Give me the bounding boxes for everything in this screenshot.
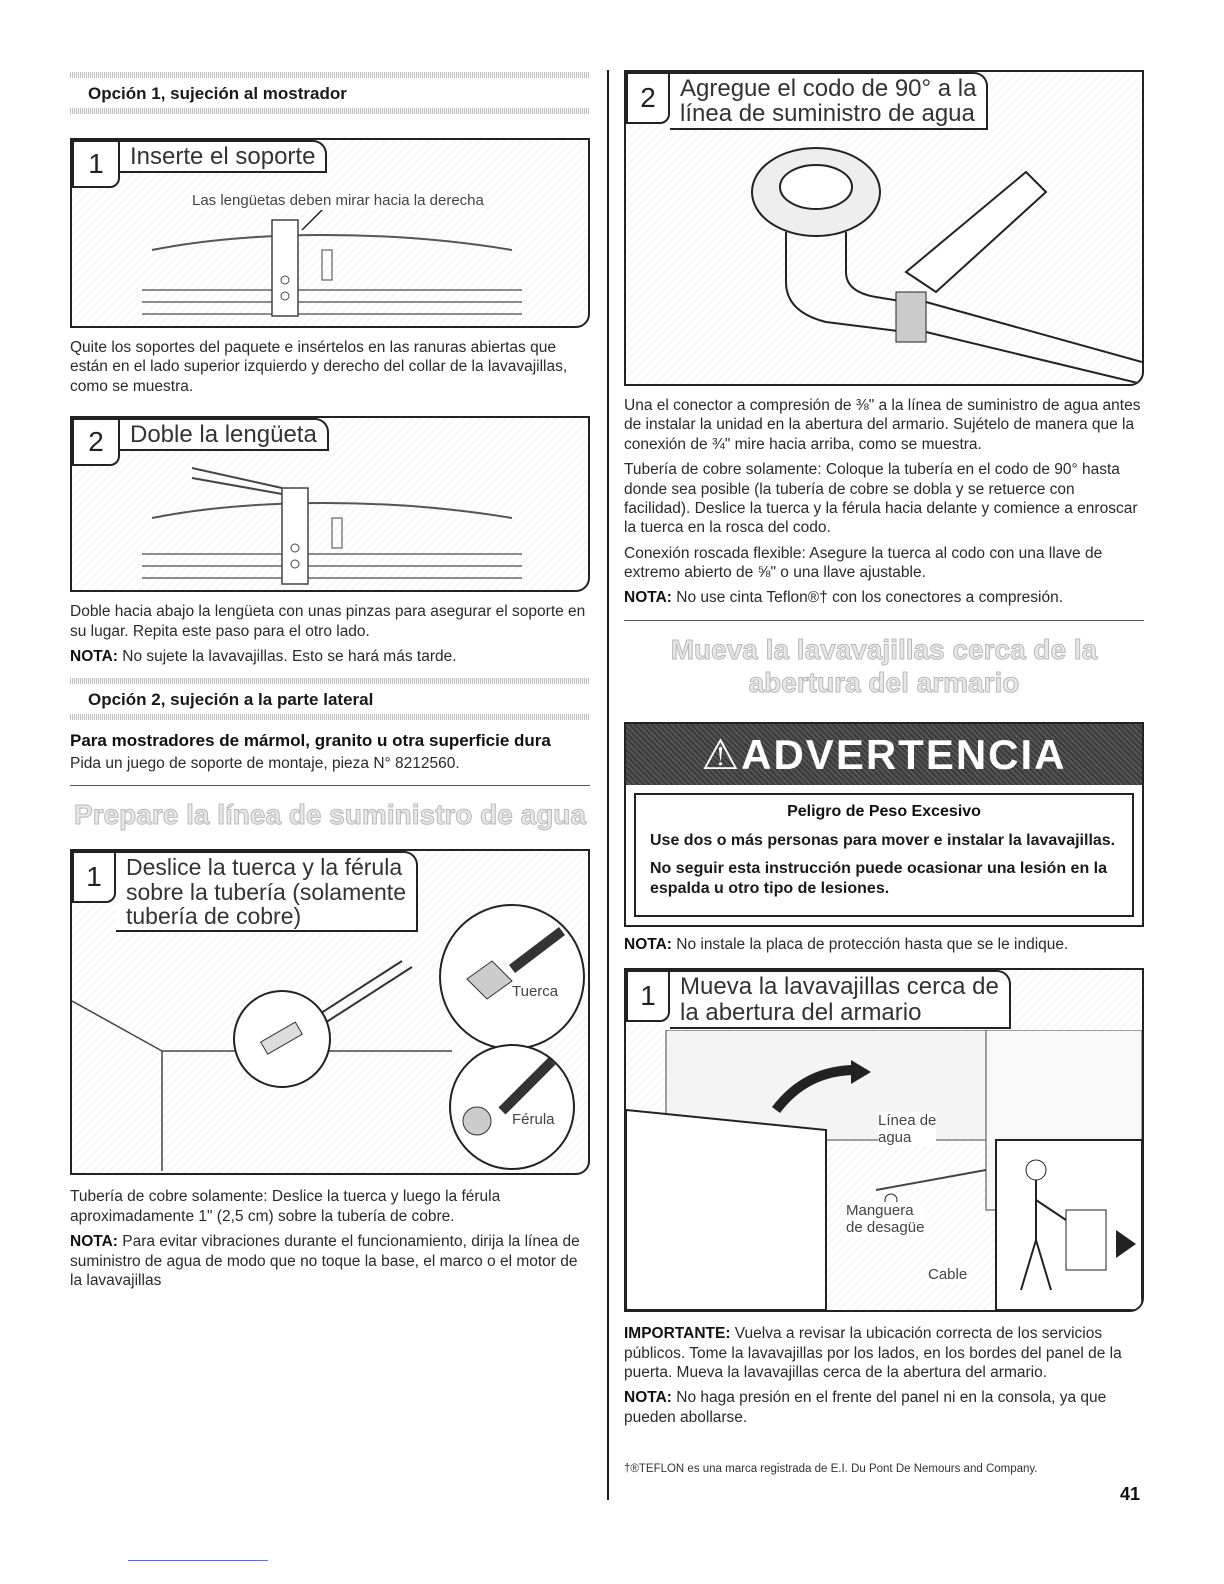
elbow-step2-figure	[624, 70, 1144, 386]
warning-inner	[634, 793, 1134, 917]
move-step1-title-line2: la abertura del armario	[680, 998, 922, 1026]
right-section-rule	[624, 620, 1144, 621]
option1-heading: Opción 1, sujeción al mostrador	[88, 84, 347, 103]
step2-bend-tab-figure	[70, 416, 590, 592]
label-water-line-1: Línea de	[878, 1112, 937, 1130]
final-note-text: No haga presión en el frente del panel ni en la consola, ya que pueden abollarse.	[624, 1389, 1107, 1426]
step1-title: Inserte el soporte	[120, 140, 327, 173]
warning-box	[624, 722, 1144, 927]
option2-heading: Opción 2, sujeción a la parte lateral	[88, 690, 374, 710]
move-step1-figure	[624, 968, 1144, 1312]
elbow-step2-title	[670, 72, 988, 130]
step2-note-text: No sujete la lavavajillas. Esto se hará más tarde.	[122, 647, 457, 665]
elbow-p1: Una el conector a compresión de ⅜" a la línea de suministro de agua antes de instalar la unidad en la abertura del armario. Sujételo de manera que la conexión de ¾" mire hacia arriba, como se muestra.	[624, 397, 1141, 453]
warning-note-text: No instale la placa de protección hasta que se le indique.	[676, 935, 1069, 953]
nut-ferrule-illustration	[72, 851, 588, 1173]
page-number: 41	[1119, 1484, 1140, 1504]
warning-note	[624, 935, 1144, 954]
warning-subtitle: Peligro de Peso Excesivo	[787, 802, 981, 820]
water-step1-title-line3: tubería de cobre)	[126, 902, 302, 929]
elbow-step2-tab	[626, 72, 1142, 130]
option2-heading-block	[70, 676, 590, 720]
column-divider	[607, 70, 609, 1500]
label-drain-2: de desagüe	[846, 1219, 925, 1237]
elbow-step2-title-line1: Agregue el codo de 90° a la	[680, 75, 977, 102]
elbow-note-label: NOTA:	[624, 589, 672, 607]
important-text	[624, 1324, 1144, 1382]
water-step1-note-text: Para evitar vibraciones durante el funcionamiento, dirija la línea de suministro de agua de modo que no toque la base, el marco o el motor de la lavavajillas	[70, 1233, 580, 1289]
move-step1-title-line1: Mueva la lavavajillas cerca de	[680, 973, 999, 1001]
hard-surface-text: Pida un juego de soporte de montaje, pieza N° 8212560.	[70, 754, 460, 772]
step2-number: 2	[72, 418, 120, 466]
option1-heading-block	[70, 70, 590, 114]
step2-note-label: NOTA:	[70, 647, 118, 665]
label-nut: Tuerca	[512, 983, 559, 1001]
step2-title: Doble la lengüeta	[120, 418, 329, 451]
important-body: Vuelva a revisar la ubicación correcta de los servicios públicos. Tome la lavavajillas por los lados, en los bordes del panel de la puerta. Mueva la lavavajillas cerca de la abertura del armario.	[624, 1325, 1122, 1382]
move-heading-line1: Mueva la lavavajillas cerca de la	[670, 633, 1098, 665]
move-step1-title	[670, 970, 1011, 1028]
elbow-p3: Conexión roscada flexible: Asegure la tuerca al codo con una llave de extremo abierto de ⅝" o una llave ajustable.	[624, 544, 1103, 581]
label-cable: Cable	[928, 1266, 968, 1284]
move-heading-line2: abertura del armario	[748, 667, 1020, 699]
water-step1-figure	[70, 849, 590, 1175]
bend-tab-illustration	[132, 458, 532, 590]
step1-callout: Las lengüetas deben mirar hacia la derecha	[192, 192, 484, 209]
water-step1-note-label: NOTA:	[70, 1233, 118, 1251]
move-step1-number: 1	[626, 970, 670, 1022]
warning-note-label: NOTA:	[624, 935, 672, 953]
water-line-heading: Prepare la línea de suministro de agua	[74, 798, 586, 830]
final-note-label: NOTA:	[624, 1389, 672, 1407]
label-drain-hose	[846, 1202, 924, 1236]
section-rule	[70, 785, 590, 786]
step1-number: 1	[72, 140, 120, 188]
hard-surface-heading: Para mostradores de mármol, granito u otra superficie dura	[70, 731, 551, 751]
bracket-illustration	[132, 210, 532, 326]
elbow-step2-number: 2	[626, 72, 670, 124]
dishwasher-move-illustration	[626, 1030, 1142, 1310]
label-drain-1: Manguera	[846, 1202, 914, 1220]
label-water-line-2: agua	[878, 1129, 912, 1147]
move-step1-tab	[626, 970, 1142, 1028]
step2-note	[70, 647, 590, 666]
elbow-note-text: No use cinta Teflon®† con los conectores a compresión.	[676, 589, 1064, 607]
elbow-step2-title-line2: línea de suministro de agua	[680, 100, 975, 128]
move-heading	[624, 633, 1144, 700]
teflon-footnote: †®TEFLON es una marca registrada de E.I. Du Pont De Nemours and Company.	[624, 1463, 1038, 1476]
water-step1-note	[70, 1232, 590, 1290]
label-ferrule: Férula	[512, 1111, 555, 1129]
important-label: IMPORTANTE:	[624, 1325, 731, 1343]
step1-insert-bracket-figure	[70, 138, 590, 328]
warning-line2: No seguir esta instrucción puede ocasionar una lesión en la espalda u otro tipo de lesiones.	[650, 859, 1108, 897]
water-step1-title-line2: sobre la tubería (solamente	[126, 878, 406, 905]
warning-title: ⚠ADVERTENCIA	[626, 724, 1142, 785]
elbow-note	[624, 588, 1144, 607]
blue-rule	[128, 1560, 268, 1561]
elbow-p2: Tubería de cobre solamente: Coloque la tubería en el codo de 90° hasta donde sea posible (la tubería de cobre se dobla y se retuerce con facilidad). Deslice la tuerca y la férula hacia delante y comience a enroscar la tuerca en la rosca del codo.	[624, 461, 1138, 537]
right-column	[624, 70, 1144, 1475]
label-water-line	[878, 1112, 936, 1146]
warning-line1: Use dos o más personas para mover e instalar la lavavajillas.	[650, 831, 1116, 849]
elbow-illustration	[626, 132, 1142, 384]
step2-text: Doble hacia abajo la lengüeta con unas pinzas para asegurar el soporte en su lugar. Repita este paso para el otro lado.	[70, 603, 586, 640]
step1-tab	[72, 140, 588, 188]
water-step1-title-line1: Deslice la tuerca y la férula	[126, 854, 403, 881]
water-step1-text: Tubería de cobre solamente: Deslice la tuerca y luego la férula aproximadamente 1" (2,5 cm) sobre la tubería de cobre.	[70, 1188, 501, 1225]
water-step1-number: 1	[72, 851, 116, 903]
step1-text: Quite los soportes del paquete e insértelos en las ranuras abiertas que están en el lado superior izquierdo y derecho del collar de la lavavajillas, como se muestra.	[70, 339, 568, 395]
final-note	[624, 1388, 1144, 1427]
left-column	[70, 70, 590, 1290]
